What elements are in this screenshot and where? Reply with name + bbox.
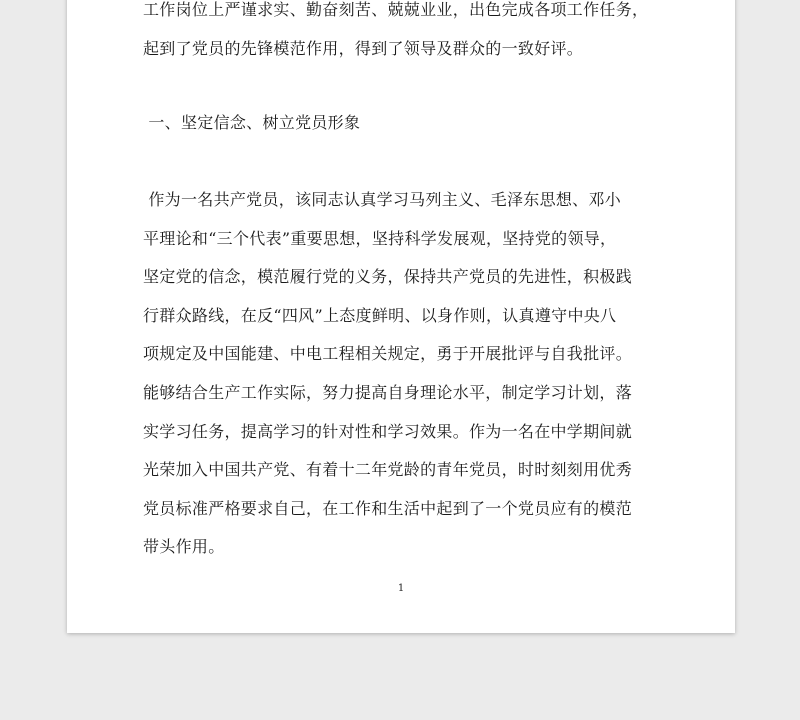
text-line: 能够结合生产工作实际，努力提高自身理论水平，制定学习计划，落 [143,382,633,402]
section-heading-text: 一、坚定信念、树立党员形象 [143,113,361,132]
text-line: 实学习任务，提高学习的针对性和学习效果。作为一名在中学期间就 [143,421,633,441]
text-line: 工作岗位上严谨求实、勤奋刻苦、兢兢业业，出色完成各项工作任务， [143,0,649,19]
page-number: 1 [397,583,405,594]
document-page [67,0,735,633]
text-line: 光荣加入中国共产党、有着十二年党龄的青年党员，时时刻刻用优秀 [143,460,633,480]
text-line: 起到了党员的先锋模范作用，得到了领导及群众的一致好评。 [143,38,584,58]
text-line: 坚定党的信念，模范履行党的义务，保持共产党员的先进性，积极践 [143,267,633,287]
text-line: 行群众路线，在反“四风”上态度鲜明、以身作则，认真遵守中央八 [143,305,617,325]
text-line: 党员标准严格要求自己，在工作和生活中起到了一个党员应有的模范 [143,498,633,518]
text-line: 平理论和“三个代表”重要思想，坚持科学发展观，坚持党的领导， [143,228,617,248]
section-heading [143,104,663,143]
text-line: 作为一名共产党员，该同志认真学习马列主义、毛泽东思想、邓小 [143,190,622,209]
intro-paragraph [143,0,663,68]
text-line: 带头作用。 [143,537,225,557]
body-paragraph [143,181,663,567]
text-line: 项规定及中国能建、中电工程相关规定，勇于开展批评与自我批评。 [143,344,633,364]
